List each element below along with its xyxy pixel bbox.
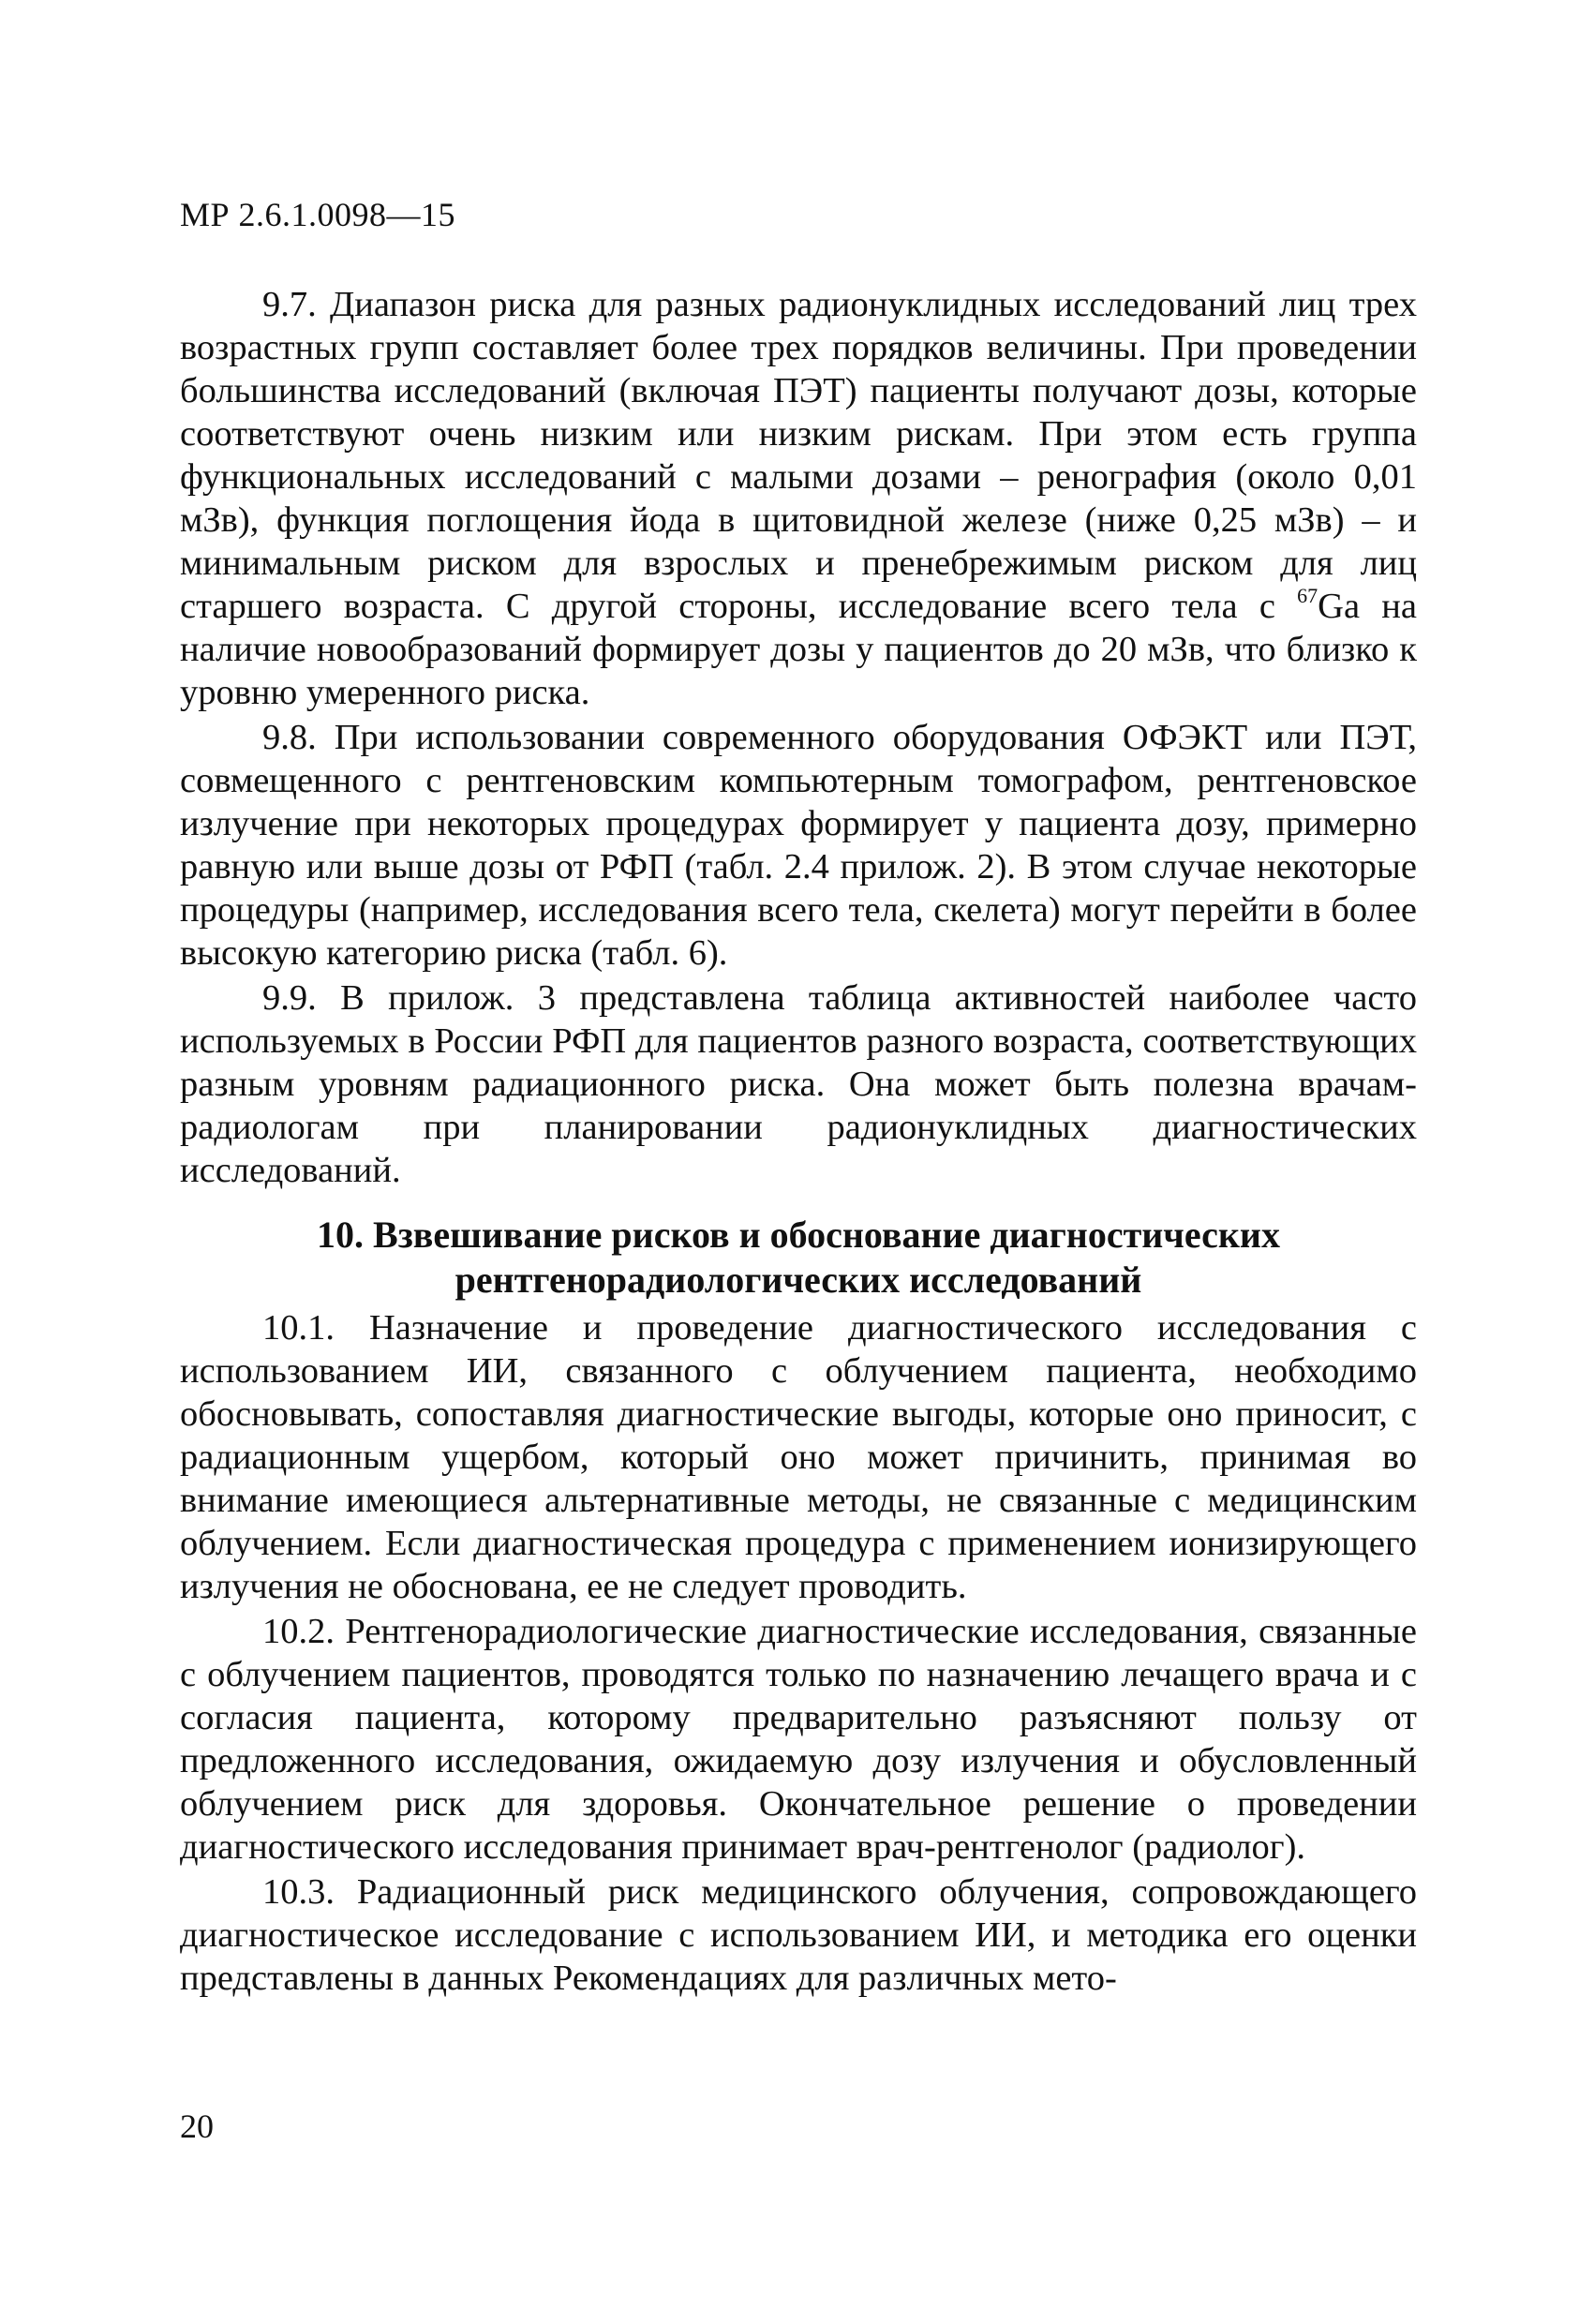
paragraph-10-3: 10.3. Радиационный риск медицинского облучения, сопровождающего диагностическое исследование с использованием ИИ, и методика его оценки представлены в данных Рекомендациях для различных мето- [180, 1872, 1417, 1998]
paragraph-10-2: 10.2. Рентгенорадиологические диагностические исследования, связанные с облучением пациентов, проводятся только по назначению лечащего врача и с согласия пациента, которому предварительно разъясняют пользу от предложенного исследования, ожидаемую дозу излучения и обусловленный облучением риск для здоровья. Окончательное решение о проведении диагностического исследования принимает врач-рентгенолог (радиолог). [180, 1612, 1417, 1867]
section-title-line-1: 10. Взвешивание рисков и обоснование диагностических [317, 1214, 1280, 1256]
section-title-line-2: рентгенорадиологических исследований [454, 1259, 1142, 1301]
page-number: 20 [180, 2108, 214, 2145]
section-10-title [180, 1213, 1417, 1303]
paragraph-9-7-text-pre: 9.7. Диапазон риска для разных радионуклидных исследований лиц трех возрастных групп составляет более трех порядков величины. При проведении большинства исследований (включая ПЭТ) пациенты получают дозы, которые соответствуют очень низким или низким рискам. При этом есть группа функциональных исследований с малыми дозами – ренография (около 0,01 мЗв), функция поглощения йода в щитовидной железе (ниже 0,25 мЗв) – и минимальным риском для взрослых и пренебрежимым риском для лиц старшего возраста. С другой стороны, исследование всего тела с [180, 285, 1417, 626]
paragraph-9-7 [180, 283, 1417, 714]
isotope-mass-superscript: 67 [1297, 584, 1318, 607]
document-code-header: МР 2.6.1.0098—15 [180, 196, 456, 233]
paragraph-9-9: 9.9. В прилож. 3 представлена таблица активностей наиболее часто используемых в России РФП для пациентов разного возраста, соответствующих разным уровням радиационного риска. Она может быть полезна врачам-радиологам при планировании радионуклидных диагностических исследований. [180, 978, 1417, 1190]
document-body [180, 283, 1417, 2002]
paragraph-10-1: 10.1. Назначение и проведение диагностического исследования с использованием ИИ, связанного с облучением пациента, необходимо обосновывать, сопоставляя диагностические выгоды, которые оно приносит, с радиационным ущербом, который оно может причинить, принимая во внимание имеющиеся альтернативные методы, не связанные с медицинским облучением. Если диагностическая процедура с применением ионизирующего излучения не обоснована, ее не следует проводить. [180, 1308, 1417, 1606]
paragraph-9-8: 9.8. При использовании современного оборудования ОФЭКТ или ПЭТ, совмещенного с рентгеновским компьютерным томографом, рентгеновское излучение при некоторых процедурах формирует у пациента дозу, примерно равную или выше дозы от РФП (табл. 2.4 прилож. 2). В этом случае некоторые процедуры (например, исследования всего тела, скелета) могут перейти в более высокую категорию риска (табл. 6). [180, 718, 1417, 973]
paragraph-9-7-text-post: Ga на наличие новообразований формирует дозы у пациентов до 20 мЗв, что близко к уровню умеренного риска. [180, 587, 1417, 712]
